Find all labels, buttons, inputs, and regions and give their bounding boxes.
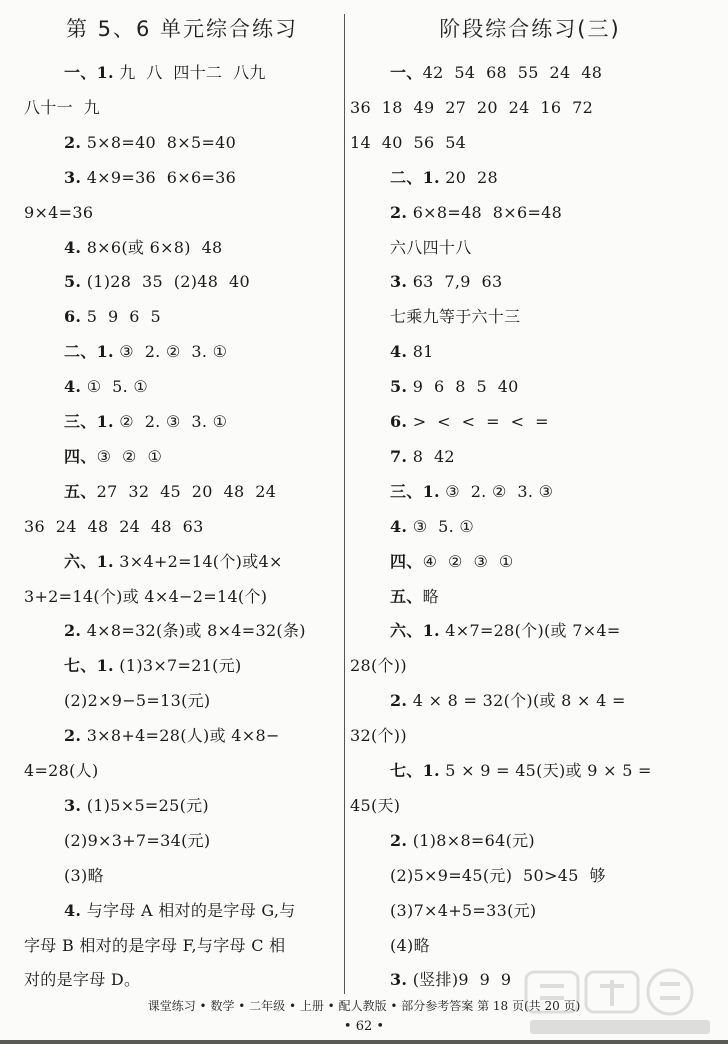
answer-text: (1)28 35 (2)48 40 xyxy=(81,272,250,292)
right-answer-line xyxy=(350,512,710,542)
answer-text: ③ 5. ① xyxy=(407,516,475,536)
answer-text: > < < = < = xyxy=(407,412,549,431)
answer-text: 28(个)) xyxy=(350,656,407,676)
answer-text: ① 5. ① xyxy=(81,377,149,397)
answer-text: 45(天) xyxy=(350,795,401,815)
answer-text: 6×8=48 8×6=48 xyxy=(407,202,563,222)
left-answer-line xyxy=(24,93,340,123)
right-answer-line xyxy=(350,128,710,158)
watermark-logo xyxy=(520,966,720,1040)
question-number: 2. xyxy=(390,691,408,711)
right-answer-line xyxy=(350,931,710,961)
right-answer-line xyxy=(350,407,710,437)
answer-text: (1)5×5=25(元) xyxy=(81,795,209,815)
left-answer-line xyxy=(24,442,340,472)
answer-text: ④ ② ③ ① xyxy=(422,551,514,571)
answer-text: 3×4+2=14(个)或4× xyxy=(113,551,283,571)
answer-text: 20 28 xyxy=(439,167,498,187)
answer-text: 4×9=36 6×6=36 xyxy=(81,167,237,187)
answer-text: 5×8=40 8×5=40 xyxy=(81,132,237,152)
right-answer-line xyxy=(350,198,710,228)
question-number: 2. xyxy=(64,132,82,152)
left-answer-line xyxy=(24,58,340,88)
answer-text: 九 八 四十二 八九 xyxy=(113,63,266,82)
question-number: 3. xyxy=(64,795,82,815)
question-number: 6. xyxy=(390,412,408,431)
question-number: 2. xyxy=(390,202,408,222)
answer-text: 9 6 8 5 40 xyxy=(407,377,519,397)
answer-text: (2)9×3+7=34(元) xyxy=(64,830,211,850)
question-number: 四、 xyxy=(390,551,423,571)
question-number: 2. xyxy=(390,830,408,850)
left-answer-line xyxy=(24,128,340,158)
answer-text: (1)8×8=64(元) xyxy=(407,830,535,850)
question-number: 四、 xyxy=(64,446,97,466)
left-answer-line xyxy=(24,582,340,612)
question-number: 六、1. xyxy=(390,621,440,641)
left-answer-line xyxy=(24,512,340,542)
left-answer-line xyxy=(24,651,340,681)
question-number: 4. xyxy=(390,342,408,362)
right-answer-line xyxy=(350,861,710,891)
question-number: 五、 xyxy=(390,586,423,606)
answer-text: 字母 B 相对的是字母 F,与字母 C 相 xyxy=(24,935,286,955)
right-answer-line xyxy=(350,337,710,367)
answer-text: 4 × 8 = 32(个)(或 8 × 4 = xyxy=(407,691,626,711)
left-answer-line xyxy=(24,547,340,577)
answer-text: 36 18 49 27 20 24 16 72 xyxy=(350,97,594,117)
answer-text: 3×8+4=28(人)或 4×8− xyxy=(81,726,280,746)
right-answer-line xyxy=(350,826,710,856)
left-answer-line xyxy=(24,756,340,786)
answer-text: ③ 2. ② 3. ③ xyxy=(439,481,554,501)
right-answer-line xyxy=(350,896,710,926)
answer-text: ② 2. ③ 3. ① xyxy=(113,412,228,431)
answer-text: 八十一 九 xyxy=(24,97,100,117)
left-answer-line xyxy=(24,791,340,821)
answer-text: 3+2=14(个)或 4×4−2=14(个) xyxy=(24,586,268,606)
right-answer-line xyxy=(350,372,710,402)
question-number: 4. xyxy=(390,516,408,536)
left-answer-line xyxy=(24,372,340,402)
left-answer-line xyxy=(24,302,340,332)
question-number: 4. xyxy=(64,377,82,397)
right-answer-line xyxy=(350,582,710,612)
question-number: 五、 xyxy=(64,481,97,501)
answer-text: 5 × 9 = 45(天)或 9 × 5 = xyxy=(439,761,652,780)
left-answer-line xyxy=(24,267,340,297)
answer-text: 8×6(或 6×8) 48 xyxy=(81,237,223,257)
right-answer-line xyxy=(350,267,710,297)
answer-text: (3)7×4+5=33(元) xyxy=(390,900,537,920)
answer-text: 七乘九等于六十三 xyxy=(390,307,521,327)
left-answer-line xyxy=(24,407,340,437)
right-column xyxy=(350,0,710,990)
page-number: • 62 • xyxy=(343,1019,385,1034)
left-answer-line xyxy=(24,337,340,367)
question-number: 7. xyxy=(390,446,408,466)
bottom-edge xyxy=(0,1040,728,1044)
left-answer-line xyxy=(24,931,340,961)
right-answer-line xyxy=(350,58,710,88)
question-number: 5. xyxy=(64,272,82,292)
left-column xyxy=(24,0,340,990)
question-number: 七、1. xyxy=(390,761,440,780)
question-number: 5. xyxy=(390,377,408,397)
right-answer-line xyxy=(350,93,710,123)
left-section-title: 第 5、6 单元综合练习 xyxy=(65,17,299,41)
question-number: 2. xyxy=(64,726,82,746)
answer-text: 4×8=32(条)或 8×4=32(条) xyxy=(81,621,306,641)
answer-text: 六八四十八 xyxy=(390,237,472,257)
right-section-title: 阶段综合练习(三) xyxy=(439,17,621,41)
answer-text: (2)2×9−5=13(元) xyxy=(64,691,211,711)
answer-text: 36 24 48 24 48 63 xyxy=(24,516,204,536)
question-number: 二、1. xyxy=(64,342,114,362)
answer-text: 对的是字母 D。 xyxy=(24,970,141,990)
answer-text: (竖排)9 9 9 xyxy=(407,970,512,990)
left-answer-line xyxy=(24,198,340,228)
question-number: 2. xyxy=(64,621,82,641)
answer-text: 略 xyxy=(422,586,439,606)
left-answer-line xyxy=(24,861,340,891)
right-answer-line xyxy=(350,616,710,646)
left-answer-line xyxy=(24,826,340,856)
question-number: 3. xyxy=(390,970,408,990)
question-number: 3. xyxy=(64,167,82,187)
question-number: 3. xyxy=(390,272,408,292)
question-number: 三、1. xyxy=(390,481,440,501)
answer-text: ③ 2. ② 3. ① xyxy=(113,342,228,362)
right-answer-line xyxy=(350,721,710,751)
left-answer-line xyxy=(24,721,340,751)
right-answer-line xyxy=(350,651,710,681)
right-answer-line xyxy=(350,686,710,716)
answer-text: 81 xyxy=(407,342,434,362)
right-answer-line xyxy=(350,163,710,193)
right-answer-line xyxy=(350,302,710,332)
question-number: 六、1. xyxy=(64,551,114,571)
answer-text: 8 42 xyxy=(407,446,455,466)
right-answer-line xyxy=(350,477,710,507)
answer-text: 4=28(人) xyxy=(24,761,99,780)
question-number: 三、1. xyxy=(64,412,114,431)
right-answer-line xyxy=(350,791,710,821)
answer-text: 5 9 6 5 xyxy=(81,307,161,327)
left-answer-line xyxy=(24,163,340,193)
right-answer-line xyxy=(350,547,710,577)
answer-text: 42 54 68 55 24 48 xyxy=(422,63,603,82)
answer-text: (1)3×7=21(元) xyxy=(113,656,242,676)
answer-text: (2)5×9=45(元) 50>45 够 xyxy=(390,865,606,885)
answer-text: 9×4=36 xyxy=(24,202,94,222)
question-number: 一、 xyxy=(390,63,423,82)
question-number: 二、1. xyxy=(390,167,440,187)
right-answer-line xyxy=(350,442,710,472)
left-answer-line xyxy=(24,686,340,716)
answer-text: (3)略 xyxy=(64,865,104,885)
question-number: 七、1. xyxy=(64,656,114,676)
left-answer-line xyxy=(24,477,340,507)
answer-text: 14 40 56 54 xyxy=(350,132,467,152)
answer-text: 27 32 45 20 48 24 xyxy=(96,481,277,501)
answer-text: 4×7=28(个)(或 7×4= xyxy=(439,621,621,641)
question-number: 一、1. xyxy=(64,63,114,82)
left-answer-line xyxy=(24,616,340,646)
left-answer-line xyxy=(24,965,340,995)
right-answer-line xyxy=(350,233,710,263)
question-number: 6. xyxy=(64,307,82,327)
question-number: 4. xyxy=(64,900,82,920)
left-answer-line xyxy=(24,233,340,263)
answer-text: 与字母 A 相对的是字母 G,与 xyxy=(81,900,296,920)
answer-text: 63 7,9 63 xyxy=(407,272,503,292)
right-answer-line xyxy=(350,756,710,786)
column-divider xyxy=(344,14,345,994)
left-answer-line xyxy=(24,896,340,926)
answer-text: 32(个)) xyxy=(350,726,407,746)
page-footer: 课堂练习 • 数学 • 二年级 • 上册 • 配人教版 • 部分参考答案 第 18 页(共 20 页) xyxy=(147,999,581,1013)
answer-text: ③ ② ① xyxy=(96,446,163,466)
question-number: 4. xyxy=(64,237,82,257)
answer-text: (4)略 xyxy=(390,935,430,955)
